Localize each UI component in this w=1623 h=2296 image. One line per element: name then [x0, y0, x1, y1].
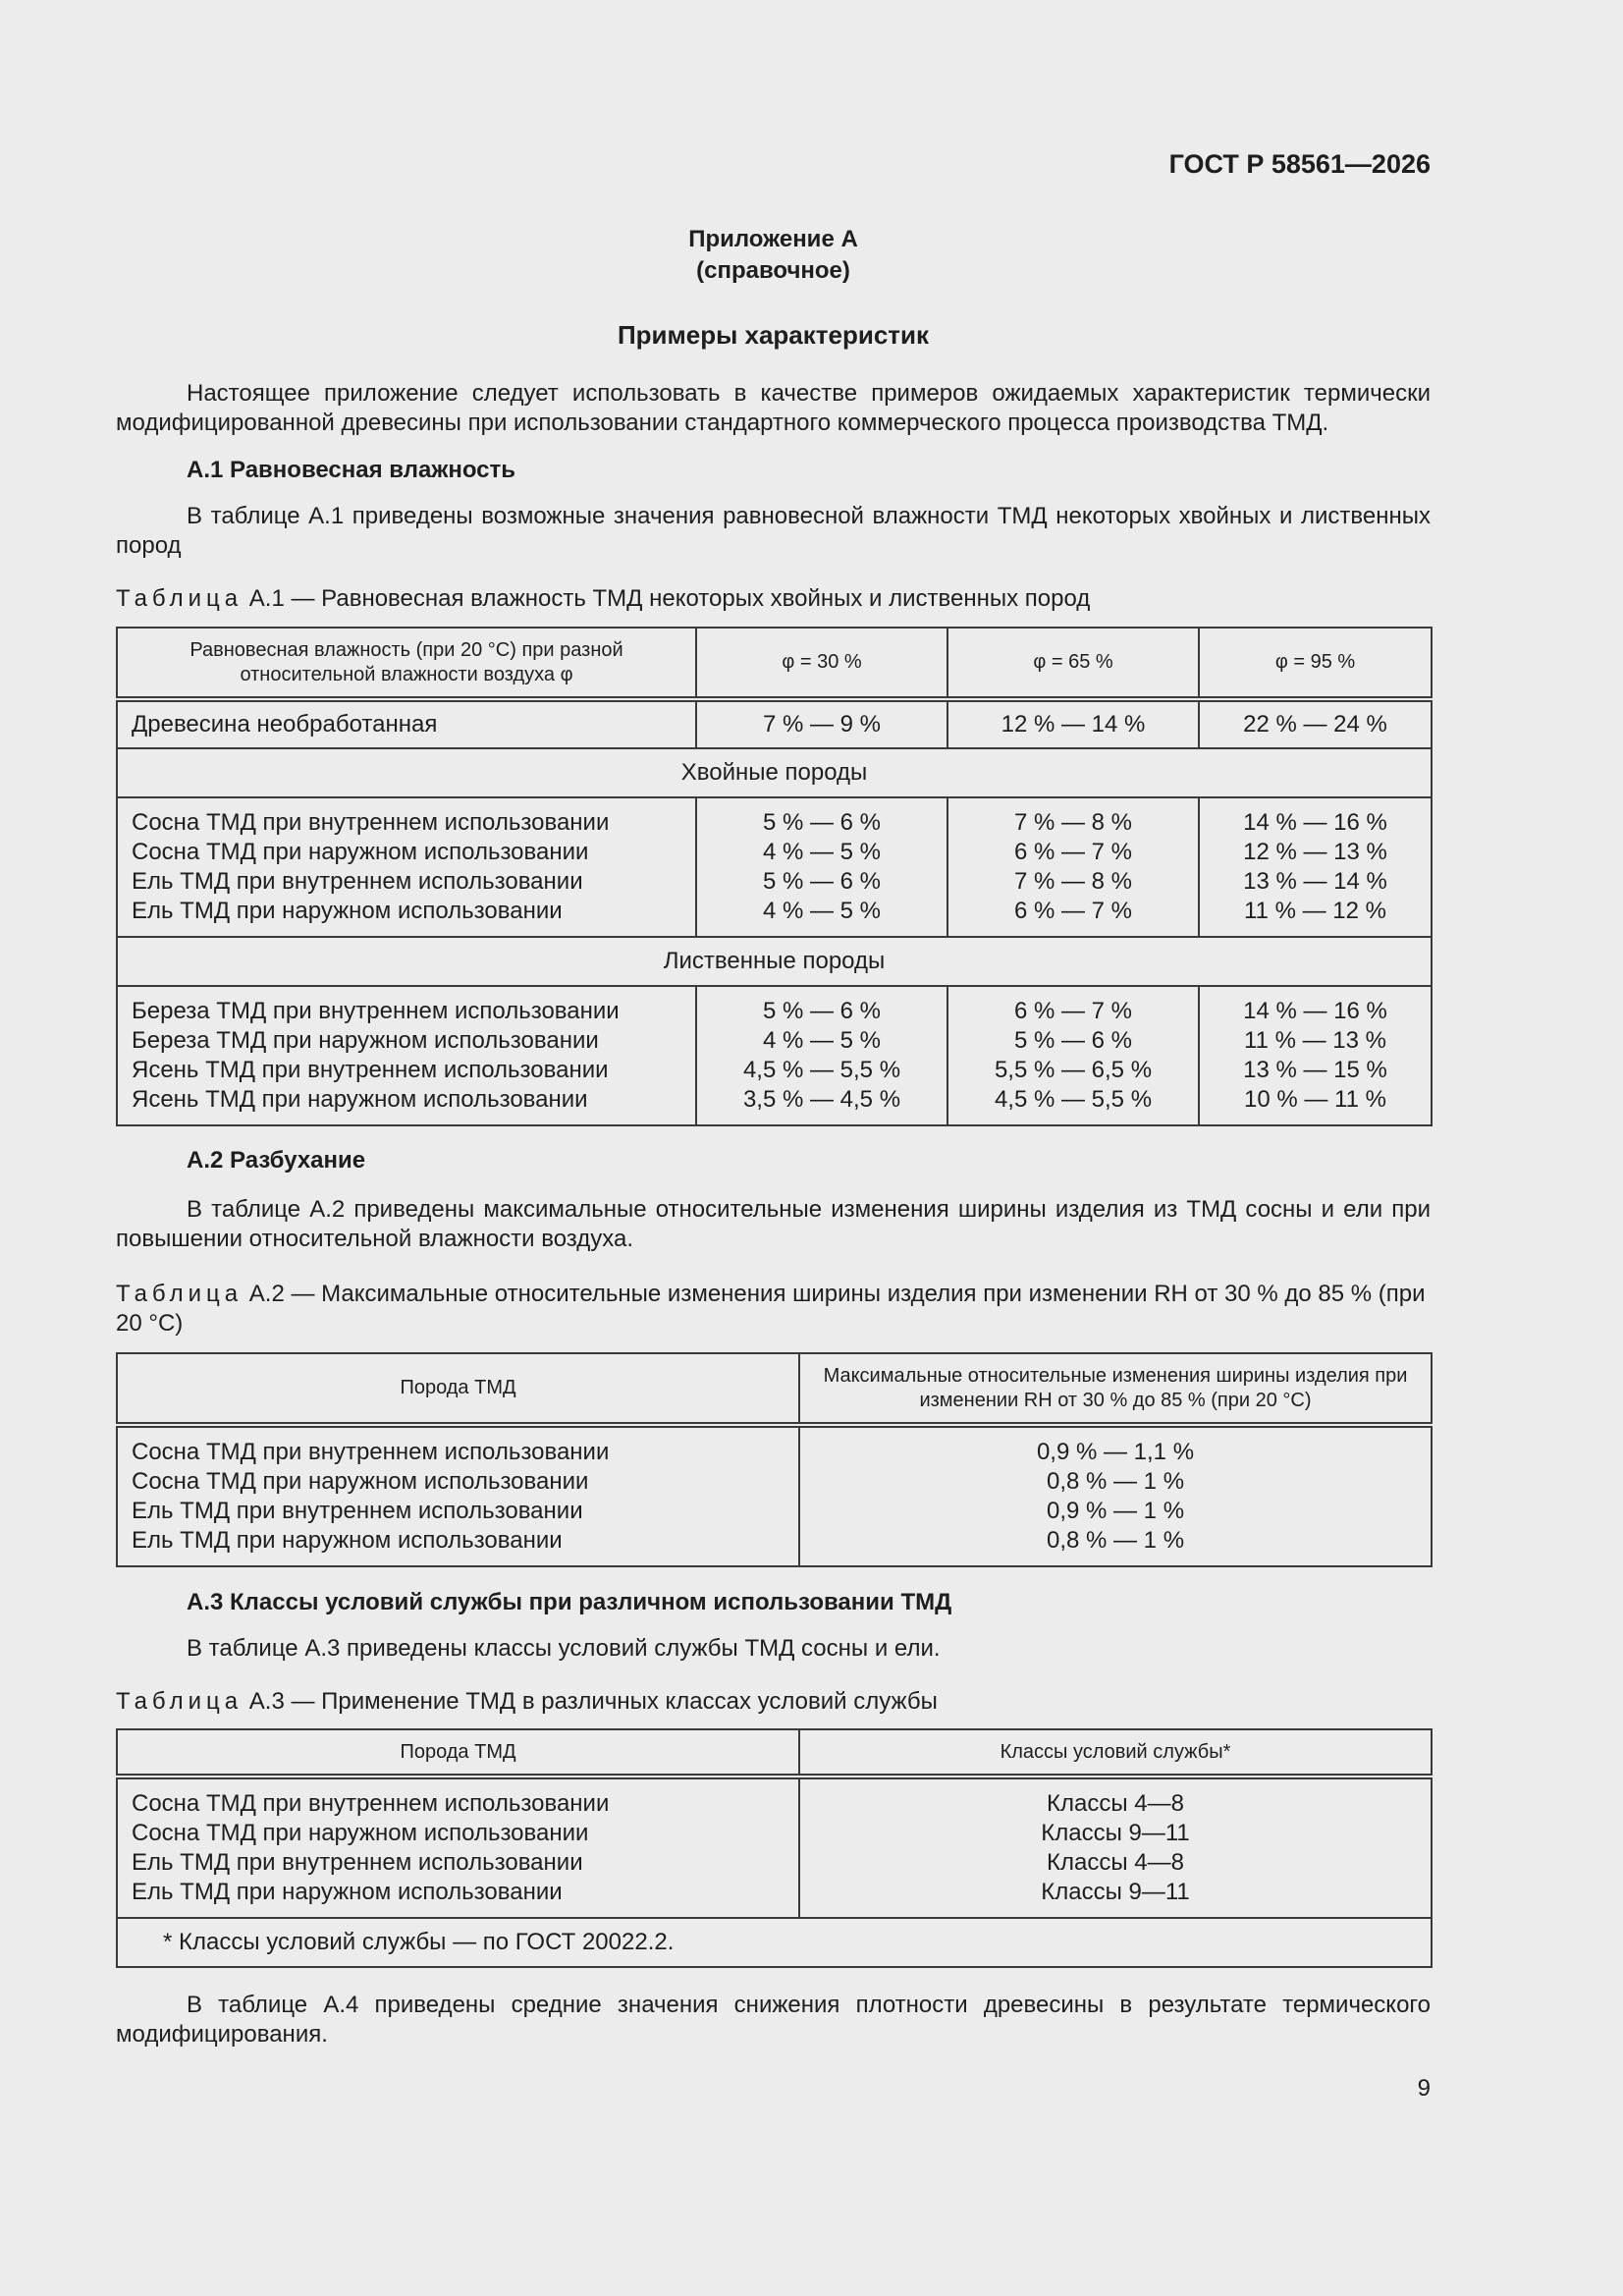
- table-a2-caption: [116, 1280, 1431, 1339]
- caption-prefix: Таблица: [116, 585, 243, 612]
- table-a1: [116, 627, 1433, 1126]
- annex-type: (справочное): [696, 257, 850, 284]
- list-item: Ясень ТМД при наружном использовании: [132, 1086, 588, 1113]
- rh30-values: [696, 797, 947, 937]
- intro-paragraph: Настоящее приложение следует использовать в качестве примеров ожидаемых характеристик термически модифицированной древесины при использовании стандартного коммерческого процесса производства ТМД.: [116, 380, 1431, 436]
- list-item: 6 % — 7 %: [1013, 898, 1133, 924]
- list-item: 5 % — 6 %: [762, 809, 882, 836]
- rh65-values: [947, 986, 1199, 1125]
- annex-title: Примеры характеристик: [617, 320, 930, 350]
- list-item: 5 % — 6 %: [762, 998, 882, 1024]
- list-item: 0,9 % — 1,1 %: [1036, 1439, 1195, 1465]
- list-item: 0,8 % — 1 %: [1046, 1468, 1185, 1495]
- list-item: Сосна ТМД при внутреннем использовании: [132, 1439, 610, 1465]
- header-cell: Порода ТМД: [117, 1729, 799, 1777]
- header-cell: φ = 65 %: [947, 628, 1199, 699]
- table-header-row: [117, 1353, 1432, 1425]
- annex-label: Приложение А: [688, 226, 858, 252]
- row-labels: [117, 986, 696, 1125]
- group-row: [117, 748, 1432, 797]
- rh65-values: [947, 797, 1199, 937]
- list-item: 11 % — 13 %: [1244, 1027, 1386, 1054]
- row-labels: [117, 797, 696, 937]
- list-item: Ель ТМД при внутреннем использовании: [132, 1849, 583, 1876]
- header-cell: Порода ТМД: [117, 1353, 799, 1425]
- rh95-values: [1199, 986, 1432, 1125]
- list-item: 6 % — 7 %: [1013, 839, 1133, 865]
- section-a3-text: В таблице А.3 приведены классы условий службы ТМД сосны и ели.: [187, 1635, 941, 1662]
- list-item: Ель ТМД при внутреннем использовании: [132, 868, 583, 895]
- list-item: 14 % — 16 %: [1243, 998, 1387, 1024]
- list-item: 0,9 % — 1 %: [1046, 1498, 1185, 1524]
- row-label: Древесина необработанная: [117, 699, 696, 748]
- caption-prefix: Таблица: [116, 1688, 243, 1715]
- list-item: Сосна ТМД при внутреннем использовании: [132, 809, 610, 836]
- table-header-row: [117, 628, 1432, 699]
- list-item: 6 % — 7 %: [1013, 998, 1133, 1024]
- section-a1-text: В таблице А.1 приведены возможные значения равновесной влажности ТМД некоторых хвойных и лиственных пород: [116, 503, 1431, 559]
- table-cell: 12 % — 14 %: [947, 699, 1199, 748]
- table-a1-caption: [116, 584, 1431, 614]
- list-item: 4 % — 5 %: [762, 1027, 882, 1054]
- table-row-group-hardwoods: [117, 986, 1432, 1125]
- table-a2: [116, 1352, 1433, 1567]
- header-cell: Равновесная влажность (при 20 °С) при разной относительной влажности воздуха φ: [117, 628, 696, 699]
- header-cell: Классы условий службы*: [799, 1729, 1432, 1777]
- list-item: 5 % — 6 %: [1013, 1027, 1133, 1054]
- header-cell: Максимальные относительные изменения ширины изделия при изменении RH от 30 % до 85 % (при 20 °С): [799, 1353, 1432, 1425]
- list-item: 11 % — 12 %: [1244, 898, 1386, 924]
- table-header-row: [117, 1729, 1432, 1777]
- list-item: Сосна ТМД при наружном использовании: [132, 1820, 589, 1846]
- list-item: 3,5 % — 4,5 %: [742, 1086, 901, 1113]
- section-a2-text: В таблице А.2 приведены максимальные относительные изменения ширины изделия из ТМД сосны и ели при повышении относительной влажности воздуха.: [116, 1196, 1431, 1252]
- list-item: Классы 9—11: [1041, 1820, 1190, 1846]
- table-row-group-conifers: [117, 797, 1432, 937]
- caption-text: А.3 — Применение ТМД в различных классах условий службы: [243, 1688, 938, 1715]
- group-label-hardwoods: Лиственные породы: [117, 937, 1432, 986]
- table-cell: 7 % — 9 %: [696, 699, 947, 748]
- table-row: [117, 1425, 1432, 1566]
- list-item: Классы 4—8: [1047, 1790, 1184, 1817]
- section-a3-heading: А.3 Классы условий службы при различном использовании ТМД: [187, 1589, 952, 1615]
- document-code: ГОСТ Р 58561—2026: [1168, 149, 1431, 179]
- list-item: 7 % — 8 %: [1013, 809, 1133, 836]
- list-item: Классы 9—11: [1041, 1879, 1190, 1905]
- list-item: 10 % — 11 %: [1244, 1086, 1386, 1113]
- closing-paragraph: В таблице А.4 приведены средние значения снижения плотности древесины в результате термического модифицирования.: [116, 1992, 1431, 2048]
- list-item: Ель ТМД при наружном использовании: [132, 898, 563, 924]
- list-item: 4,5 % — 5,5 %: [742, 1057, 901, 1083]
- list-item: Сосна ТМД при наружном использовании: [132, 839, 589, 865]
- footnote-row: [117, 1918, 1432, 1967]
- annex-label-block: [116, 224, 1431, 287]
- group-row: [117, 937, 1432, 986]
- list-item: 13 % — 14 %: [1243, 868, 1387, 895]
- list-item: Классы 4—8: [1047, 1849, 1184, 1876]
- section-a2-heading: А.2 Разбухание: [187, 1147, 366, 1174]
- table-footnote: * Классы условий службы — по ГОСТ 20022.2.: [117, 1918, 1432, 1967]
- service-class-values: [799, 1777, 1432, 1918]
- group-label-conifers: Хвойные породы: [117, 748, 1432, 797]
- list-item: Ель ТМД при наружном использовании: [132, 1527, 563, 1554]
- table-a3-caption: [116, 1687, 1431, 1717]
- list-item: Сосна ТМД при наружном использовании: [132, 1468, 589, 1495]
- row-labels: [117, 1777, 799, 1918]
- table-row: [117, 1777, 1432, 1918]
- list-item: 4,5 % — 5,5 %: [994, 1086, 1153, 1113]
- table-a3: [116, 1728, 1433, 1968]
- list-item: Ель ТМД при внутреннем использовании: [132, 1498, 583, 1524]
- table-cell: 22 % — 24 %: [1199, 699, 1432, 748]
- list-item: Береза ТМД при внутреннем использовании: [132, 998, 620, 1024]
- list-item: 4 % — 5 %: [762, 898, 882, 924]
- list-item: 4 % — 5 %: [762, 839, 882, 865]
- list-item: Ель ТМД при наружном использовании: [132, 1879, 563, 1905]
- row-labels: [117, 1425, 799, 1566]
- width-change-values: [799, 1425, 1432, 1566]
- list-item: 7 % — 8 %: [1013, 868, 1133, 895]
- list-item: Береза ТМД при наружном использовании: [132, 1027, 599, 1054]
- list-item: 5,5 % — 6,5 %: [994, 1057, 1153, 1083]
- rh95-values: [1199, 797, 1432, 937]
- caption-text: А.1 — Равновесная влажность ТМД некоторых хвойных и лиственных пород: [243, 585, 1091, 612]
- section-a1-heading: А.1 Равновесная влажность: [187, 457, 516, 483]
- list-item: 12 % — 13 %: [1243, 839, 1387, 865]
- caption-text: А.2 — Максимальные относительные изменения ширины изделия при изменении RH от 30 % до 85 % (при 20 °С): [116, 1281, 1426, 1337]
- list-item: 13 % — 15 %: [1243, 1057, 1387, 1083]
- list-item: 14 % — 16 %: [1243, 809, 1387, 836]
- rh30-values: [696, 986, 947, 1125]
- caption-prefix: Таблица: [116, 1281, 243, 1307]
- table-row: [117, 699, 1432, 748]
- header-cell: φ = 30 %: [696, 628, 947, 699]
- list-item: Сосна ТМД при внутреннем использовании: [132, 1790, 610, 1817]
- list-item: 0,8 % — 1 %: [1046, 1527, 1185, 1554]
- list-item: Ясень ТМД при внутреннем использовании: [132, 1057, 609, 1083]
- header-cell: φ = 95 %: [1199, 628, 1432, 699]
- page-number: 9: [1417, 2075, 1431, 2102]
- list-item: 5 % — 6 %: [762, 868, 882, 895]
